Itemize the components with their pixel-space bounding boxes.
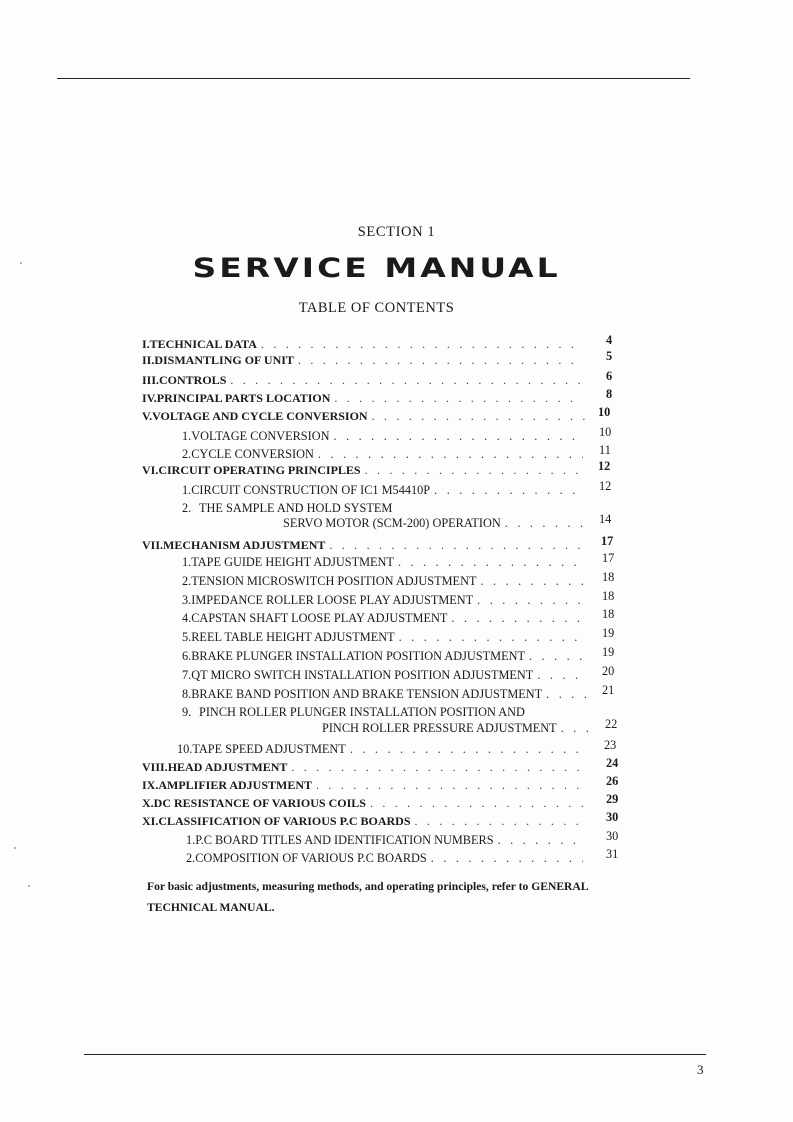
toc-entry	[322, 717, 618, 736]
toc-entry	[142, 756, 619, 775]
entry-page: 17	[602, 551, 615, 565]
entry-title: MECHANISM ADJUSTMENT	[163, 538, 326, 552]
entry-number: 1.	[182, 483, 192, 497]
entry-title: SERVO MOTOR (SCM-200) OPERATION	[283, 516, 501, 530]
toc-entry	[182, 425, 612, 444]
entry-title: CONTROLS	[159, 373, 227, 387]
entry-number: 1.	[186, 833, 196, 847]
entry-title: AMPLIFIER ADJUSTMENT	[158, 778, 313, 792]
section-label: SECTION 1	[357, 224, 436, 240]
toc-entry	[182, 500, 392, 516]
top-rule	[57, 78, 690, 79]
entry-title: PRINCIPAL PARTS LOCATION	[156, 391, 331, 405]
entry-title: CYCLE CONVERSION	[191, 447, 314, 461]
entry-title: CAPSTAN SHAFT LOOSE PLAY ADJUSTMENT	[191, 611, 448, 625]
entry-page: 8	[606, 387, 613, 401]
entry-title: BRAKE BAND POSITION AND BRAKE TENSION ADJUSTMENT	[191, 687, 543, 701]
entry-page: 22	[605, 717, 618, 731]
entry-title: CLASSIFICATION OF VARIOUS P.C BOARDS	[158, 814, 411, 828]
entry-title: CIRCUIT OPERATING PRINCIPLES	[158, 463, 361, 477]
entry-number: V.	[142, 409, 153, 423]
entry-page: 14	[599, 512, 612, 526]
entry-page: 29	[606, 792, 619, 806]
entry-number: VI.	[142, 463, 159, 477]
entry-number: VIII.	[142, 760, 168, 774]
entry-number: 8.	[182, 687, 192, 701]
entry-title: DC RESISTANCE OF VARIOUS COILS	[153, 796, 366, 810]
toc-entry	[142, 405, 611, 424]
entry-title: COMPOSITION OF VARIOUS P.C BOARDS	[195, 851, 427, 865]
toc-entry	[186, 829, 619, 848]
entry-page: 30	[606, 810, 619, 824]
toc-entry	[177, 738, 617, 757]
entry-page: 19	[602, 626, 615, 640]
entry-title: PINCH ROLLER PRESSURE ADJUSTMENT	[322, 721, 557, 735]
entry-page: 12	[599, 479, 612, 493]
entry-title: CIRCUIT CONSTRUCTION OF IC1 M54410P	[191, 483, 431, 497]
entry-title: DISMANTLING OF UNIT	[154, 353, 294, 367]
entry-page: 30	[606, 829, 619, 843]
entry-number: I.	[142, 337, 150, 351]
entry-title: PINCH ROLLER PLUNGER INSTALLATION POSITION AND	[199, 705, 525, 719]
toc-entry	[182, 704, 525, 720]
entry-number: 7.	[182, 668, 192, 682]
entry-page: 10	[599, 425, 612, 439]
entry-title: TECHNICAL DATA	[149, 337, 257, 351]
entry-number: 3.	[182, 593, 192, 607]
entry-title: TAPE GUIDE HEIGHT ADJUSTMENT	[191, 555, 394, 569]
footnote: For basic adjustments, measuring methods, and operating principles, refer to GENERAL TECHNICAL MANUAL.	[147, 880, 588, 914]
entry-title: P.C BOARD TITLES AND IDENTIFICATION NUMBERS	[195, 833, 494, 847]
toc-entry	[186, 847, 619, 866]
entry-number: 4.	[182, 611, 192, 625]
entry-title: IMPEDANCE ROLLER LOOSE PLAY ADJUSTMENT	[191, 593, 474, 607]
scan-speck	[20, 262, 22, 264]
entry-page: 12	[598, 459, 611, 473]
entry-number: II.	[142, 353, 155, 367]
scan-speck	[14, 847, 16, 849]
entry-title: VOLTAGE CONVERSION	[191, 429, 330, 443]
toc-entry	[182, 683, 615, 702]
toc-entry	[142, 349, 613, 368]
entry-number: III.	[142, 373, 160, 387]
entry-page: 18	[602, 607, 615, 621]
entry-number: 1.	[182, 429, 192, 443]
toc-entry	[142, 333, 613, 352]
entry-number: 2.	[186, 851, 196, 865]
entry-number: 2.	[182, 501, 192, 515]
entry-number: 1.	[182, 555, 192, 569]
entry-title: REEL TABLE HEIGHT ADJUSTMENT	[191, 630, 395, 644]
toc-entry	[142, 792, 619, 811]
bottom-rule	[84, 1054, 706, 1055]
entry-number: IV.	[142, 391, 157, 405]
entry-page: 26	[606, 774, 619, 788]
toc-entry	[182, 664, 615, 683]
toc-entry	[142, 459, 611, 478]
toc-entry	[182, 645, 615, 664]
entry-page: 19	[602, 645, 615, 659]
entry-page: 6	[606, 369, 613, 383]
entry-number: 2.	[182, 447, 192, 461]
entry-page: 20	[602, 664, 615, 678]
entry-page: 18	[602, 570, 615, 584]
entry-title: TENSION MICROSWITCH POSITION ADJUSTMENT	[191, 574, 477, 588]
toc-entry	[142, 534, 614, 553]
entry-number: 2.	[182, 574, 192, 588]
entry-title: TAPE SPEED ADJUSTMENT	[192, 742, 346, 756]
entry-number: IX.	[142, 778, 159, 792]
toc-entry	[182, 570, 615, 589]
toc-entry	[142, 369, 613, 388]
toc-entry	[283, 512, 612, 531]
entry-number: 6.	[182, 649, 192, 663]
manual-title: SERVICE MANUAL	[192, 253, 561, 284]
entry-page: 11	[599, 443, 611, 457]
entry-title: QT MICRO SWITCH INSTALLATION POSITION ADJUSTMENT	[191, 668, 534, 682]
toc-entry	[182, 607, 615, 626]
entry-title: VOLTAGE AND CYCLE CONVERSION	[152, 409, 368, 423]
entry-page: 4	[606, 333, 613, 347]
toc-entry	[182, 479, 612, 498]
entry-title: BRAKE PLUNGER INSTALLATION POSITION ADJUSTMENT	[191, 649, 525, 663]
toc-entry	[182, 626, 615, 645]
toc-entry	[142, 387, 613, 406]
entry-number: VII.	[142, 538, 164, 552]
toc-heading: TABLE OF CONTENTS	[298, 300, 455, 316]
entry-page: 23	[604, 738, 617, 752]
entry-page: 5	[606, 349, 613, 363]
toc-entry	[182, 589, 615, 608]
entry-page: 24	[606, 756, 619, 770]
entry-number: XI.	[142, 814, 159, 828]
toc-entry	[142, 774, 619, 793]
toc-entry	[182, 443, 611, 462]
entry-number: X.	[142, 796, 154, 810]
scan-speck	[28, 885, 30, 887]
toc-entry	[182, 551, 615, 570]
entry-page: 21	[602, 683, 615, 697]
entry-title: HEAD ADJUSTMENT	[167, 760, 288, 774]
entry-number: 9.	[182, 705, 192, 719]
entry-page: 10	[598, 405, 611, 419]
entry-number: 10.	[177, 742, 193, 756]
toc-entry	[142, 810, 619, 829]
entry-page: 31	[606, 847, 619, 861]
entry-page: 18	[602, 589, 615, 603]
page-number: 3	[697, 1062, 704, 1077]
entry-number: 5.	[182, 630, 192, 644]
entry-page: 17	[601, 534, 614, 548]
entry-title: THE SAMPLE AND HOLD SYSTEM	[199, 501, 393, 515]
